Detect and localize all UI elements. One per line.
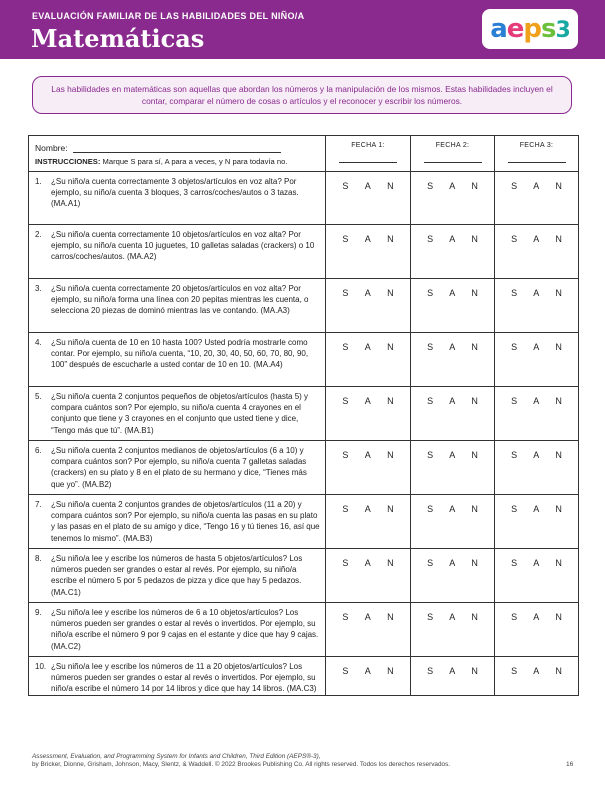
rating-option-n[interactable]: N: [555, 504, 562, 514]
rating-cell-1: [325, 333, 410, 386]
footer-line-1: Assessment, Evaluation, and Programming System for Infants and Children, Third Edition (AEPS®-3),: [32, 753, 321, 760]
question-number: 10.: [35, 662, 47, 671]
table-row: [29, 279, 578, 333]
rating-option-a[interactable]: A: [449, 450, 456, 460]
rating-options: [326, 666, 410, 676]
rating-option-a[interactable]: A: [449, 342, 456, 352]
rating-options: [495, 558, 578, 568]
rating-option-n[interactable]: N: [471, 181, 478, 191]
rating-option-n[interactable]: N: [555, 234, 562, 244]
rating-option-a[interactable]: A: [449, 612, 456, 622]
rating-option-a[interactable]: A: [364, 666, 371, 676]
rating-option-s[interactable]: S: [342, 396, 349, 406]
rating-option-a[interactable]: A: [533, 504, 540, 514]
rating-option-n[interactable]: N: [555, 450, 562, 460]
rating-option-s[interactable]: S: [511, 342, 518, 352]
rating-cell-1: [325, 387, 410, 440]
question-body: ¿Su niño/a cuenta de 10 en 10 hasta 100? Usted podría mostrarle como contar. Por ejemplo, su niño/a cuenta, “10, 20, 30, 40, 50, 60, 70, 80, 90, 100” después de escucharle a usted contar de 10 en 10. (MA.A4): [51, 338, 309, 370]
rating-options: [411, 558, 494, 568]
rating-options: [495, 666, 578, 676]
rating-option-n[interactable]: N: [555, 612, 562, 622]
rating-cell-2: [410, 603, 494, 656]
rating-cell-2: [410, 225, 494, 278]
rating-cell-1: [325, 657, 410, 695]
rating-option-a[interactable]: A: [364, 342, 371, 352]
question-number: 5.: [35, 392, 42, 401]
rating-options: [411, 666, 494, 676]
question-body: ¿Su niño/a cuenta 2 conjuntos grandes de objetos/artículos (11 a 20) y compara cuántos son? Por ejemplo, su niño/a cuenta las pasas en su plato y las pasas en el plato de su amigo y dice, “Tengo 16 y tú tienes 16, así que tenemos lo mismo”. (MA.B3): [51, 500, 320, 543]
rating-option-a[interactable]: A: [364, 612, 371, 622]
question-text: [35, 661, 322, 695]
rating-cell-1: [325, 172, 410, 224]
rating-option-s[interactable]: S: [511, 450, 518, 460]
rating-option-s[interactable]: S: [427, 396, 434, 406]
rating-option-a[interactable]: A: [449, 666, 456, 676]
question-number: 9.: [35, 608, 42, 617]
rating-option-n[interactable]: N: [471, 450, 478, 460]
rating-option-a[interactable]: A: [449, 396, 456, 406]
rating-cell-2: [410, 441, 494, 494]
rating-option-s[interactable]: S: [511, 666, 518, 676]
rating-option-n[interactable]: N: [387, 234, 394, 244]
rating-cell-3: [494, 225, 578, 278]
page-title: Matemáticas: [31, 24, 205, 53]
footer-line-2: by Bricker, Dionne, Grisham, Johnson, Macy, Slentz, & Waddell. © 2022 Brookes Publishing Co. All rights reserved. Todos los derechos reservados.: [32, 761, 451, 769]
rating-option-n[interactable]: N: [555, 558, 562, 568]
rating-option-n[interactable]: N: [387, 396, 394, 406]
rating-options: [495, 342, 578, 352]
page-subtitle: EVALUACIÓN FAMILIAR DE LAS HABILIDADES DEL NIÑO/A: [32, 11, 305, 21]
rating-option-a[interactable]: A: [449, 234, 456, 244]
rating-option-a[interactable]: A: [449, 288, 456, 298]
rating-options: [326, 342, 410, 352]
rating-cell-2: [410, 549, 494, 602]
rating-option-s[interactable]: S: [511, 181, 518, 191]
rating-options: [411, 342, 494, 352]
rating-option-s[interactable]: S: [427, 558, 434, 568]
rating-cell-3: [494, 333, 578, 386]
question-number: 2.: [35, 230, 42, 239]
rating-options: [495, 450, 578, 460]
table-row: [29, 172, 578, 225]
rating-option-a[interactable]: A: [364, 234, 371, 244]
rating-cell-2: [410, 333, 494, 386]
rating-options: [411, 234, 494, 244]
rating-option-n[interactable]: N: [471, 396, 478, 406]
question-text: [35, 499, 322, 544]
rating-cell-3: [494, 387, 578, 440]
rating-option-a[interactable]: A: [364, 181, 371, 191]
rating-option-n[interactable]: N: [555, 181, 562, 191]
question-text: [35, 607, 322, 652]
rating-option-a[interactable]: A: [449, 504, 456, 514]
rating-cell-3: [494, 549, 578, 602]
rating-options: [326, 450, 410, 460]
question-body: ¿Su niño/a cuenta 2 conjuntos pequeños de objetos/artículos (hasta 5) y compara cuántos son? Por ejemplo, su niño/a cuenta 4 crayones en el conjunto que tiene y 3 crayones en el conjunto que usted tiene y dice, “Tengo más que tú”. (MA.B1): [51, 392, 309, 435]
rating-option-s[interactable]: S: [511, 234, 518, 244]
rating-options: [495, 504, 578, 514]
question-body: ¿Su niño/a cuenta 2 conjuntos medianos de objetos/artículos (6 a 10) y compara cuántos son? Por ejemplo, su niño/a cuenta 7 galletas saladas (crackers) en su plato y 8 en el plato de su hermano y dice, “Tienes más que yo”. (MA.B2): [51, 446, 307, 489]
page-header: [0, 0, 605, 59]
rating-option-a[interactable]: A: [533, 450, 540, 460]
rating-option-s[interactable]: S: [342, 450, 349, 460]
date-field-2[interactable]: [424, 162, 482, 163]
rating-options: [495, 396, 578, 406]
rating-options: [326, 234, 410, 244]
question-body: ¿Su niño/a cuenta correctamente 20 objetos/artículos en voz alta? Por ejemplo, su niño/a forma una línea con 20 pepitas mientras les cuenta, o selecciona 20 piezas de dominó mientras las ve contando. (MA.A3): [51, 284, 309, 316]
rating-option-n[interactable]: N: [555, 396, 562, 406]
question-number: 4.: [35, 338, 42, 347]
intro-box: [32, 76, 572, 114]
rating-cell-3: [494, 495, 578, 548]
date-label: FECHA 1:: [351, 142, 385, 149]
rating-cell-3: [494, 603, 578, 656]
rating-option-n[interactable]: N: [387, 342, 394, 352]
page-number: 16: [566, 761, 574, 768]
name-label: Nombre:: [35, 143, 68, 153]
rating-option-n[interactable]: N: [387, 450, 394, 460]
skills-table: [28, 135, 579, 696]
rating-option-n[interactable]: N: [471, 234, 478, 244]
question-body: ¿Su niño/a cuenta correctamente 10 objetos/artículos en voz alta? Por ejemplo, su niño/a cuenta 10 juguetes, 10 galletas saladas (crackers) o 10 carros/coches/autos. (MA.A2): [51, 230, 315, 262]
rating-cell-2: [410, 172, 494, 224]
rating-option-s[interactable]: S: [427, 450, 434, 460]
table-row: [29, 225, 578, 279]
rating-options: [411, 450, 494, 460]
rating-options: [495, 181, 578, 191]
rating-option-a[interactable]: A: [449, 181, 456, 191]
rating-cell-1: [325, 441, 410, 494]
question-text: [35, 553, 322, 598]
rating-cell-2: [410, 279, 494, 332]
rating-cell-2: [410, 387, 494, 440]
rating-option-s[interactable]: S: [342, 666, 349, 676]
table-row: [29, 333, 578, 387]
rating-option-a[interactable]: A: [364, 504, 371, 514]
rating-cell-3: [494, 657, 578, 695]
rating-options: [495, 612, 578, 622]
rating-option-s[interactable]: S: [342, 504, 349, 514]
rating-options: [326, 396, 410, 406]
date-column-2: [410, 136, 494, 172]
rating-cell-3: [494, 172, 578, 224]
question-body: ¿Su niño/a lee y escribe los números de 11 a 20 objetos/artículos? Los números pueden ser grandes o estar al revés o invertidos. Por ejemplo, su niño/a escribe el número 14 por 14 libros y dice que hay 14 libros. (MA.C3): [51, 662, 317, 694]
rating-option-a[interactable]: A: [533, 234, 540, 244]
rating-option-a[interactable]: A: [364, 558, 371, 568]
date-label: FECHA 2:: [435, 142, 470, 149]
rating-option-s[interactable]: S: [427, 342, 434, 352]
rating-options: [411, 504, 494, 514]
rating-option-n[interactable]: N: [471, 504, 478, 514]
rating-option-s[interactable]: S: [511, 288, 518, 298]
table-row: [29, 387, 578, 441]
rating-option-s[interactable]: S: [427, 288, 434, 298]
footer-citation: [32, 753, 450, 770]
rating-option-n[interactable]: N: [387, 288, 394, 298]
rating-option-n[interactable]: N: [471, 666, 478, 676]
rating-option-n[interactable]: N: [387, 558, 394, 568]
rating-option-a[interactable]: A: [533, 612, 540, 622]
date-field-1[interactable]: [339, 162, 397, 163]
rating-option-s[interactable]: S: [342, 342, 349, 352]
aeps-logo: [482, 9, 578, 49]
rating-option-s[interactable]: S: [427, 666, 434, 676]
rating-option-n[interactable]: N: [387, 612, 394, 622]
rating-option-s[interactable]: S: [427, 612, 434, 622]
rating-option-n[interactable]: N: [387, 181, 394, 191]
rating-option-s[interactable]: S: [342, 181, 349, 191]
rating-option-s[interactable]: S: [427, 234, 434, 244]
rating-cell-2: [410, 657, 494, 695]
table-row: [29, 549, 578, 603]
rating-options: [326, 181, 410, 191]
table-header-row: [29, 136, 578, 172]
table-row: [29, 441, 578, 495]
date-column-1: [325, 136, 410, 172]
question-text: [35, 391, 322, 436]
rating-option-s[interactable]: S: [427, 181, 434, 191]
rating-cell-1: [325, 225, 410, 278]
rating-option-n[interactable]: N: [387, 504, 394, 514]
rating-option-s[interactable]: S: [511, 558, 518, 568]
rating-options: [326, 612, 410, 622]
rating-cell-2: [410, 495, 494, 548]
rating-option-a[interactable]: A: [533, 342, 540, 352]
intro-text: Las habilidades en matemáticas son aquellas que abordan los números y la manipulación de los mismos. Estas habilidades incluyen el contar, comparar el número de cosas o artículos y el reconocer y escribir los números.: [51, 84, 553, 106]
table-row: [29, 495, 578, 549]
rating-option-a[interactable]: A: [533, 666, 540, 676]
rating-option-s[interactable]: S: [427, 504, 434, 514]
question-text: [35, 283, 322, 317]
logo-text: aeps3: [490, 14, 570, 44]
question-text: [35, 445, 322, 490]
rating-options: [326, 288, 410, 298]
rating-cell-1: [325, 603, 410, 656]
question-body: ¿Su niño/a cuenta correctamente 3 objetos/artículos en voz alta? Por ejemplo, su niño/a cuenta 3 bloques, 3 carros/coches/autos o 3 tazas. (MA.A1): [51, 177, 299, 209]
rating-option-n[interactable]: N: [555, 288, 562, 298]
rating-options: [411, 288, 494, 298]
rating-option-s[interactable]: S: [342, 234, 349, 244]
table-row: [29, 657, 578, 695]
rating-options: [495, 288, 578, 298]
rating-options: [495, 234, 578, 244]
rating-options: [411, 612, 494, 622]
rating-option-a[interactable]: A: [533, 181, 540, 191]
rating-option-s[interactable]: S: [342, 612, 349, 622]
rating-options: [411, 181, 494, 191]
question-text: [35, 229, 322, 263]
question-number: 1.: [35, 177, 42, 186]
rating-option-a[interactable]: A: [364, 396, 371, 406]
instructions: INSTRUCCIONES: Marque S para sí, A para a veces, y N para todavía no.: [35, 157, 288, 166]
question-number: 6.: [35, 446, 42, 455]
rating-option-a[interactable]: A: [364, 450, 371, 460]
rating-option-a[interactable]: A: [449, 558, 456, 568]
rating-option-n[interactable]: N: [555, 342, 562, 352]
rating-option-a[interactable]: A: [533, 288, 540, 298]
rating-option-s[interactable]: S: [511, 396, 518, 406]
name-field[interactable]: [73, 152, 281, 153]
question-number: 3.: [35, 284, 42, 293]
question-text: [35, 337, 322, 371]
question-number: 8.: [35, 554, 42, 563]
rating-option-n[interactable]: N: [471, 612, 478, 622]
date-field-3[interactable]: [508, 162, 566, 163]
rating-options: [411, 396, 494, 406]
rating-cell-1: [325, 549, 410, 602]
rating-option-a[interactable]: A: [533, 558, 540, 568]
rating-cell-1: [325, 279, 410, 332]
table-row: [29, 603, 578, 657]
question-number: 7.: [35, 500, 42, 509]
date-label: FECHA 3:: [519, 142, 554, 149]
rating-cell-3: [494, 279, 578, 332]
rating-option-a[interactable]: A: [364, 288, 371, 298]
rating-option-a[interactable]: A: [533, 396, 540, 406]
question-text: [35, 176, 322, 210]
question-body: ¿Su niño/a lee y escribe los números de 6 a 10 objetos/artículos? Los números pueden ser grandes o estar al revés o invertidos. Por ejemplo, su niño/a escribe el número 9 por 9 cajas en el estante y dice que hay 9 cajas. (MA.C2): [51, 608, 319, 651]
rating-cell-1: [325, 495, 410, 548]
rating-option-n[interactable]: N: [555, 666, 562, 676]
rating-option-n[interactable]: N: [387, 666, 394, 676]
rating-option-s[interactable]: S: [511, 504, 518, 514]
rating-option-s[interactable]: S: [342, 558, 349, 568]
rating-option-s[interactable]: S: [342, 288, 349, 298]
rating-option-s[interactable]: S: [511, 612, 518, 622]
rating-options: [326, 504, 410, 514]
rating-options: [326, 558, 410, 568]
rating-option-n[interactable]: N: [471, 288, 478, 298]
rating-option-n[interactable]: N: [471, 342, 478, 352]
date-column-3: [494, 136, 578, 172]
question-body: ¿Su niño/a lee y escribe los números de hasta 5 objetos/artículos? Los números pueden ser grandes o estar al revés. Por ejemplo, su niño/a escribe el número 5 por 5 pedazos de pizza y dice que hay 5 pedazos. (MA.C1): [51, 554, 303, 597]
rating-option-n[interactable]: N: [471, 558, 478, 568]
rating-cell-3: [494, 441, 578, 494]
